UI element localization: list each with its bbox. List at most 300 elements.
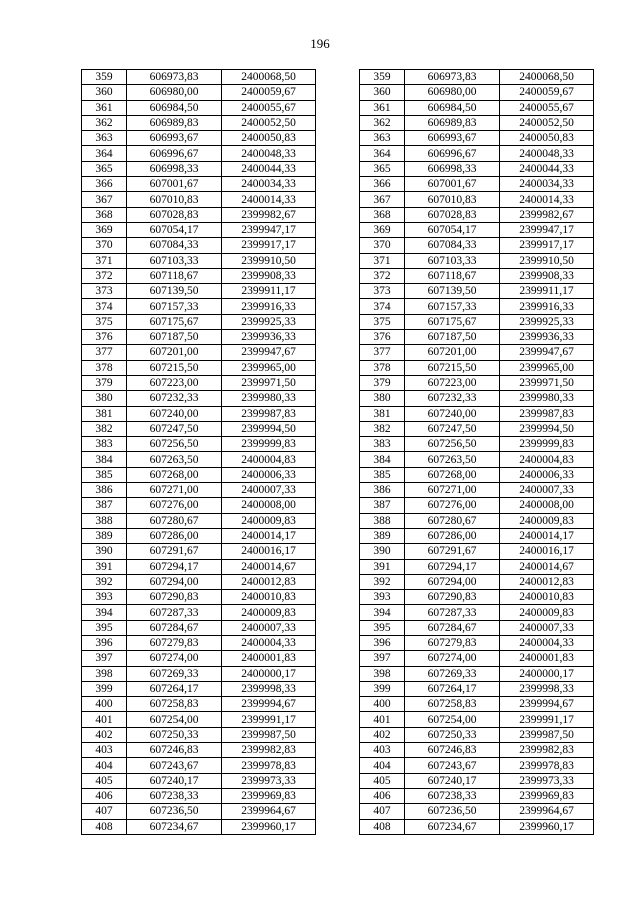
right-y-coordinate-cell: 2400014,17 (500, 528, 594, 543)
left-x-coordinate-cell: 607250,33 (127, 727, 222, 742)
left-x-coordinate-cell: 607243,67 (127, 758, 222, 773)
left-x-coordinate-cell: 607157,33 (127, 299, 222, 314)
right-y-coordinate-cell: 2400009,83 (500, 605, 594, 620)
right-point-number-cell: 369 (360, 222, 405, 237)
page-number: 196 (310, 36, 330, 51)
right-y-coordinate-cell: 2400004,33 (500, 635, 594, 650)
right-y-coordinate-cell: 2399991,17 (500, 712, 594, 727)
right-y-coordinate-cell: 2400012,83 (500, 574, 594, 589)
right-x-coordinate-cell: 607279,83 (405, 635, 500, 650)
left-x-coordinate-cell: 607010,83 (127, 192, 222, 207)
left-point-number-cell: 363 (82, 131, 127, 146)
right-point-number-cell: 375 (360, 314, 405, 329)
column-gap (316, 773, 360, 788)
column-gap (316, 253, 360, 268)
right-x-coordinate-cell: 606973,83 (405, 70, 500, 85)
left-x-coordinate-cell: 607103,33 (127, 253, 222, 268)
left-y-coordinate-cell: 2399982,83 (222, 743, 316, 758)
right-y-coordinate-cell: 2400068,50 (500, 70, 594, 85)
left-y-coordinate-cell: 2399917,17 (222, 238, 316, 253)
left-point-number-cell: 378 (82, 360, 127, 375)
table-row (82, 788, 594, 803)
column-gap (316, 375, 360, 390)
left-y-coordinate-cell: 2400050,83 (222, 131, 316, 146)
table-row (82, 544, 594, 559)
table-row (82, 574, 594, 589)
right-x-coordinate-cell: 607232,33 (405, 391, 500, 406)
table-row (82, 666, 594, 681)
right-y-coordinate-cell: 2400034,33 (500, 177, 594, 192)
left-y-coordinate-cell: 2400004,33 (222, 635, 316, 650)
left-x-coordinate-cell: 607268,00 (127, 467, 222, 482)
right-y-coordinate-cell: 2400044,33 (500, 161, 594, 176)
table-row (82, 697, 594, 712)
column-gap (316, 85, 360, 100)
left-point-number-cell: 376 (82, 330, 127, 345)
right-y-coordinate-cell: 2399969,83 (500, 788, 594, 803)
column-gap (316, 177, 360, 192)
right-point-number-cell: 394 (360, 605, 405, 620)
right-y-coordinate-cell: 2399964,67 (500, 804, 594, 819)
left-y-coordinate-cell: 2400068,50 (222, 70, 316, 85)
left-y-coordinate-cell: 2400044,33 (222, 161, 316, 176)
left-x-coordinate-cell: 607264,17 (127, 681, 222, 696)
left-x-coordinate-cell: 607258,83 (127, 697, 222, 712)
column-gap (316, 131, 360, 146)
left-y-coordinate-cell: 2399916,33 (222, 299, 316, 314)
table-row (82, 161, 594, 176)
left-point-number-cell: 401 (82, 712, 127, 727)
column-gap (316, 635, 360, 650)
column-gap (316, 437, 360, 452)
column-gap (316, 819, 360, 834)
right-y-coordinate-cell: 2400001,83 (500, 651, 594, 666)
column-gap (316, 681, 360, 696)
table-row (82, 421, 594, 436)
right-x-coordinate-cell: 607243,67 (405, 758, 500, 773)
column-gap (316, 788, 360, 803)
left-point-number-cell: 395 (82, 620, 127, 635)
left-point-number-cell: 361 (82, 100, 127, 115)
left-point-number-cell: 405 (82, 773, 127, 788)
right-y-coordinate-cell: 2400007,33 (500, 483, 594, 498)
left-y-coordinate-cell: 2400008,00 (222, 498, 316, 513)
left-y-coordinate-cell: 2400052,50 (222, 115, 316, 130)
right-point-number-cell: 382 (360, 421, 405, 436)
table-row (82, 268, 594, 283)
right-point-number-cell: 380 (360, 391, 405, 406)
right-y-coordinate-cell: 2399916,33 (500, 299, 594, 314)
left-point-number-cell: 385 (82, 467, 127, 482)
column-gap (316, 804, 360, 819)
column-gap (316, 590, 360, 605)
left-x-coordinate-cell: 607246,83 (127, 743, 222, 758)
column-gap (316, 360, 360, 375)
left-point-number-cell: 384 (82, 452, 127, 467)
right-y-coordinate-cell: 2399982,83 (500, 743, 594, 758)
right-x-coordinate-cell: 607258,83 (405, 697, 500, 712)
right-y-coordinate-cell: 2399911,17 (500, 284, 594, 299)
left-y-coordinate-cell: 2399911,17 (222, 284, 316, 299)
left-point-number-cell: 399 (82, 681, 127, 696)
left-x-coordinate-cell: 607280,67 (127, 513, 222, 528)
left-point-number-cell: 390 (82, 544, 127, 559)
right-y-coordinate-cell: 2400016,17 (500, 544, 594, 559)
left-point-number-cell: 394 (82, 605, 127, 620)
right-point-number-cell: 408 (360, 819, 405, 834)
right-x-coordinate-cell: 607256,50 (405, 437, 500, 452)
right-x-coordinate-cell: 607187,50 (405, 330, 500, 345)
left-y-coordinate-cell: 2399998,33 (222, 681, 316, 696)
table-row (82, 727, 594, 742)
right-point-number-cell: 385 (360, 467, 405, 482)
left-y-coordinate-cell: 2399908,33 (222, 268, 316, 283)
right-x-coordinate-cell: 607287,33 (405, 605, 500, 620)
right-point-number-cell: 371 (360, 253, 405, 268)
left-y-coordinate-cell: 2399925,33 (222, 314, 316, 329)
column-gap (316, 605, 360, 620)
right-y-coordinate-cell: 2399973,33 (500, 773, 594, 788)
right-point-number-cell: 398 (360, 666, 405, 681)
left-point-number-cell: 397 (82, 651, 127, 666)
left-point-number-cell: 402 (82, 727, 127, 742)
right-x-coordinate-cell: 606980,00 (405, 85, 500, 100)
left-y-coordinate-cell: 2400007,33 (222, 483, 316, 498)
right-y-coordinate-cell: 2399987,83 (500, 406, 594, 421)
right-point-number-cell: 376 (360, 330, 405, 345)
column-gap (316, 467, 360, 482)
column-gap (316, 345, 360, 360)
column-gap (316, 452, 360, 467)
right-point-number-cell: 389 (360, 528, 405, 543)
right-point-number-cell: 406 (360, 788, 405, 803)
table-row (82, 758, 594, 773)
table-row (82, 681, 594, 696)
right-point-number-cell: 362 (360, 115, 405, 130)
column-gap (316, 115, 360, 130)
right-y-coordinate-cell: 2399994,67 (500, 697, 594, 712)
left-x-coordinate-cell: 606989,83 (127, 115, 222, 130)
left-point-number-cell: 373 (82, 284, 127, 299)
right-y-coordinate-cell: 2399965,00 (500, 360, 594, 375)
left-x-coordinate-cell: 607234,67 (127, 819, 222, 834)
column-gap (316, 697, 360, 712)
table-row (82, 773, 594, 788)
left-x-coordinate-cell: 607028,83 (127, 207, 222, 222)
left-y-coordinate-cell: 2399964,67 (222, 804, 316, 819)
column-gap (316, 574, 360, 589)
table-row (82, 115, 594, 130)
right-point-number-cell: 366 (360, 177, 405, 192)
column-gap (316, 559, 360, 574)
right-x-coordinate-cell: 607240,17 (405, 773, 500, 788)
right-y-coordinate-cell: 2400006,33 (500, 467, 594, 482)
left-point-number-cell: 403 (82, 743, 127, 758)
left-point-number-cell: 375 (82, 314, 127, 329)
right-x-coordinate-cell: 607084,33 (405, 238, 500, 253)
right-y-coordinate-cell: 2400050,83 (500, 131, 594, 146)
left-y-coordinate-cell: 2400034,33 (222, 177, 316, 192)
right-point-number-cell: 407 (360, 804, 405, 819)
left-point-number-cell: 386 (82, 483, 127, 498)
right-y-coordinate-cell: 2399947,17 (500, 222, 594, 237)
right-y-coordinate-cell: 2399971,50 (500, 375, 594, 390)
right-x-coordinate-cell: 607236,50 (405, 804, 500, 819)
left-point-number-cell: 362 (82, 115, 127, 130)
left-y-coordinate-cell: 2400000,17 (222, 666, 316, 681)
right-x-coordinate-cell: 606993,67 (405, 131, 500, 146)
left-y-coordinate-cell: 2400048,33 (222, 146, 316, 161)
right-x-coordinate-cell: 607294,00 (405, 574, 500, 589)
right-point-number-cell: 374 (360, 299, 405, 314)
right-x-coordinate-cell: 607240,00 (405, 406, 500, 421)
column-gap (316, 192, 360, 207)
left-x-coordinate-cell: 607215,50 (127, 360, 222, 375)
table-row (82, 651, 594, 666)
left-point-number-cell: 408 (82, 819, 127, 834)
table-row (82, 100, 594, 115)
left-y-coordinate-cell: 2399994,67 (222, 697, 316, 712)
table-row (82, 437, 594, 452)
right-y-coordinate-cell: 2400007,33 (500, 620, 594, 635)
right-x-coordinate-cell: 607274,00 (405, 651, 500, 666)
left-y-coordinate-cell: 2399971,50 (222, 375, 316, 390)
left-x-coordinate-cell: 607175,67 (127, 314, 222, 329)
right-point-number-cell: 377 (360, 345, 405, 360)
left-x-coordinate-cell: 607290,83 (127, 590, 222, 605)
column-gap (316, 161, 360, 176)
right-point-number-cell: 378 (360, 360, 405, 375)
left-y-coordinate-cell: 2400016,17 (222, 544, 316, 559)
right-point-number-cell: 384 (360, 452, 405, 467)
left-point-number-cell: 407 (82, 804, 127, 819)
left-point-number-cell: 389 (82, 528, 127, 543)
right-x-coordinate-cell: 607118,67 (405, 268, 500, 283)
column-gap (316, 406, 360, 421)
left-x-coordinate-cell: 607223,00 (127, 375, 222, 390)
left-x-coordinate-cell: 606973,83 (127, 70, 222, 85)
right-x-coordinate-cell: 607286,00 (405, 528, 500, 543)
right-point-number-cell: 364 (360, 146, 405, 161)
left-x-coordinate-cell: 607256,50 (127, 437, 222, 452)
right-x-coordinate-cell: 607028,83 (405, 207, 500, 222)
table-row (82, 819, 594, 834)
left-point-number-cell: 398 (82, 666, 127, 681)
column-gap (316, 314, 360, 329)
left-point-number-cell: 359 (82, 70, 127, 85)
table-row (82, 238, 594, 253)
left-y-coordinate-cell: 2400010,83 (222, 590, 316, 605)
left-x-coordinate-cell: 607236,50 (127, 804, 222, 819)
left-x-coordinate-cell: 607286,00 (127, 528, 222, 543)
left-y-coordinate-cell: 2399980,33 (222, 391, 316, 406)
column-gap (316, 238, 360, 253)
right-point-number-cell: 395 (360, 620, 405, 635)
left-y-coordinate-cell: 2399982,67 (222, 207, 316, 222)
column-gap (316, 207, 360, 222)
right-y-coordinate-cell: 2399925,33 (500, 314, 594, 329)
left-point-number-cell: 365 (82, 161, 127, 176)
right-x-coordinate-cell: 607280,67 (405, 513, 500, 528)
right-y-coordinate-cell: 2399960,17 (500, 819, 594, 834)
right-y-coordinate-cell: 2399999,83 (500, 437, 594, 452)
column-gap (316, 513, 360, 528)
column-gap (316, 743, 360, 758)
left-y-coordinate-cell: 2399947,17 (222, 222, 316, 237)
right-x-coordinate-cell: 607054,17 (405, 222, 500, 237)
right-x-coordinate-cell: 607246,83 (405, 743, 500, 758)
left-x-coordinate-cell: 607263,50 (127, 452, 222, 467)
column-gap (316, 483, 360, 498)
column-gap (316, 620, 360, 635)
left-point-number-cell: 369 (82, 222, 127, 237)
left-x-coordinate-cell: 607274,00 (127, 651, 222, 666)
right-y-coordinate-cell: 2400009,83 (500, 513, 594, 528)
right-point-number-cell: 363 (360, 131, 405, 146)
right-y-coordinate-cell: 2399947,67 (500, 345, 594, 360)
left-x-coordinate-cell: 607001,67 (127, 177, 222, 192)
right-y-coordinate-cell: 2400004,83 (500, 452, 594, 467)
right-y-coordinate-cell: 2399998,33 (500, 681, 594, 696)
table-row (82, 253, 594, 268)
right-y-coordinate-cell: 2400059,67 (500, 85, 594, 100)
left-point-number-cell: 406 (82, 788, 127, 803)
right-y-coordinate-cell: 2400014,67 (500, 559, 594, 574)
table-row (82, 131, 594, 146)
column-gap (316, 727, 360, 742)
left-x-coordinate-cell: 607247,50 (127, 421, 222, 436)
left-point-number-cell: 404 (82, 758, 127, 773)
right-x-coordinate-cell: 607238,33 (405, 788, 500, 803)
table-row (82, 177, 594, 192)
right-y-coordinate-cell: 2399908,33 (500, 268, 594, 283)
left-x-coordinate-cell: 607232,33 (127, 391, 222, 406)
column-gap (316, 70, 360, 85)
right-y-coordinate-cell: 2400048,33 (500, 146, 594, 161)
table-row (82, 452, 594, 467)
left-point-number-cell: 383 (82, 437, 127, 452)
table-row (82, 559, 594, 574)
table-row (82, 284, 594, 299)
right-point-number-cell: 392 (360, 574, 405, 589)
left-x-coordinate-cell: 607276,00 (127, 498, 222, 513)
table-row (82, 192, 594, 207)
left-point-number-cell: 364 (82, 146, 127, 161)
left-x-coordinate-cell: 606996,67 (127, 146, 222, 161)
right-x-coordinate-cell: 606989,83 (405, 115, 500, 130)
left-point-number-cell: 377 (82, 345, 127, 360)
right-y-coordinate-cell: 2400000,17 (500, 666, 594, 681)
right-y-coordinate-cell: 2400010,83 (500, 590, 594, 605)
right-x-coordinate-cell: 607201,00 (405, 345, 500, 360)
column-gap (316, 222, 360, 237)
left-point-number-cell: 400 (82, 697, 127, 712)
table-row (82, 85, 594, 100)
left-y-coordinate-cell: 2400001,83 (222, 651, 316, 666)
left-x-coordinate-cell: 607084,33 (127, 238, 222, 253)
right-x-coordinate-cell: 607157,33 (405, 299, 500, 314)
left-x-coordinate-cell: 607254,00 (127, 712, 222, 727)
right-point-number-cell: 386 (360, 483, 405, 498)
left-x-coordinate-cell: 607139,50 (127, 284, 222, 299)
right-y-coordinate-cell: 2399982,67 (500, 207, 594, 222)
right-x-coordinate-cell: 607250,33 (405, 727, 500, 742)
table-row (82, 314, 594, 329)
left-point-number-cell: 393 (82, 590, 127, 605)
column-gap (316, 421, 360, 436)
left-point-number-cell: 382 (82, 421, 127, 436)
right-y-coordinate-cell: 2400008,00 (500, 498, 594, 513)
table-row (82, 330, 594, 345)
right-point-number-cell: 390 (360, 544, 405, 559)
left-y-coordinate-cell: 2399936,33 (222, 330, 316, 345)
left-x-coordinate-cell: 607201,00 (127, 345, 222, 360)
left-y-coordinate-cell: 2400014,67 (222, 559, 316, 574)
right-x-coordinate-cell: 607268,00 (405, 467, 500, 482)
right-point-number-cell: 367 (360, 192, 405, 207)
left-y-coordinate-cell: 2400009,83 (222, 513, 316, 528)
right-x-coordinate-cell: 607269,33 (405, 666, 500, 681)
right-point-number-cell: 373 (360, 284, 405, 299)
right-point-number-cell: 391 (360, 559, 405, 574)
right-point-number-cell: 360 (360, 85, 405, 100)
right-x-coordinate-cell: 607234,67 (405, 819, 500, 834)
left-x-coordinate-cell: 607291,67 (127, 544, 222, 559)
coordinates-table (81, 69, 594, 835)
column-gap (316, 268, 360, 283)
left-x-coordinate-cell: 607269,33 (127, 666, 222, 681)
table-row (82, 406, 594, 421)
column-gap (316, 528, 360, 543)
left-x-coordinate-cell: 606980,00 (127, 85, 222, 100)
right-y-coordinate-cell: 2399980,33 (500, 391, 594, 406)
left-y-coordinate-cell: 2400009,83 (222, 605, 316, 620)
right-y-coordinate-cell: 2400055,67 (500, 100, 594, 115)
left-x-coordinate-cell: 607294,00 (127, 574, 222, 589)
right-y-coordinate-cell: 2399910,50 (500, 253, 594, 268)
left-y-coordinate-cell: 2399987,83 (222, 406, 316, 421)
left-y-coordinate-cell: 2399960,17 (222, 819, 316, 834)
left-y-coordinate-cell: 2399969,83 (222, 788, 316, 803)
right-x-coordinate-cell: 607276,00 (405, 498, 500, 513)
right-x-coordinate-cell: 607264,17 (405, 681, 500, 696)
right-point-number-cell: 381 (360, 406, 405, 421)
right-y-coordinate-cell: 2400052,50 (500, 115, 594, 130)
left-point-number-cell: 387 (82, 498, 127, 513)
right-x-coordinate-cell: 607215,50 (405, 360, 500, 375)
left-point-number-cell: 360 (82, 85, 127, 100)
table-row (82, 467, 594, 482)
left-point-number-cell: 391 (82, 559, 127, 574)
left-x-coordinate-cell: 607279,83 (127, 635, 222, 650)
column-gap (316, 299, 360, 314)
table-row (82, 804, 594, 819)
left-point-number-cell: 371 (82, 253, 127, 268)
left-y-coordinate-cell: 2399965,00 (222, 360, 316, 375)
right-point-number-cell: 401 (360, 712, 405, 727)
right-point-number-cell: 400 (360, 697, 405, 712)
left-x-coordinate-cell: 607240,00 (127, 406, 222, 421)
column-gap (316, 284, 360, 299)
column-gap (316, 758, 360, 773)
right-point-number-cell: 393 (360, 590, 405, 605)
right-x-coordinate-cell: 607294,17 (405, 559, 500, 574)
table-row (82, 528, 594, 543)
column-gap (316, 544, 360, 559)
right-x-coordinate-cell: 607010,83 (405, 192, 500, 207)
right-y-coordinate-cell: 2399917,17 (500, 238, 594, 253)
table-row (82, 146, 594, 161)
